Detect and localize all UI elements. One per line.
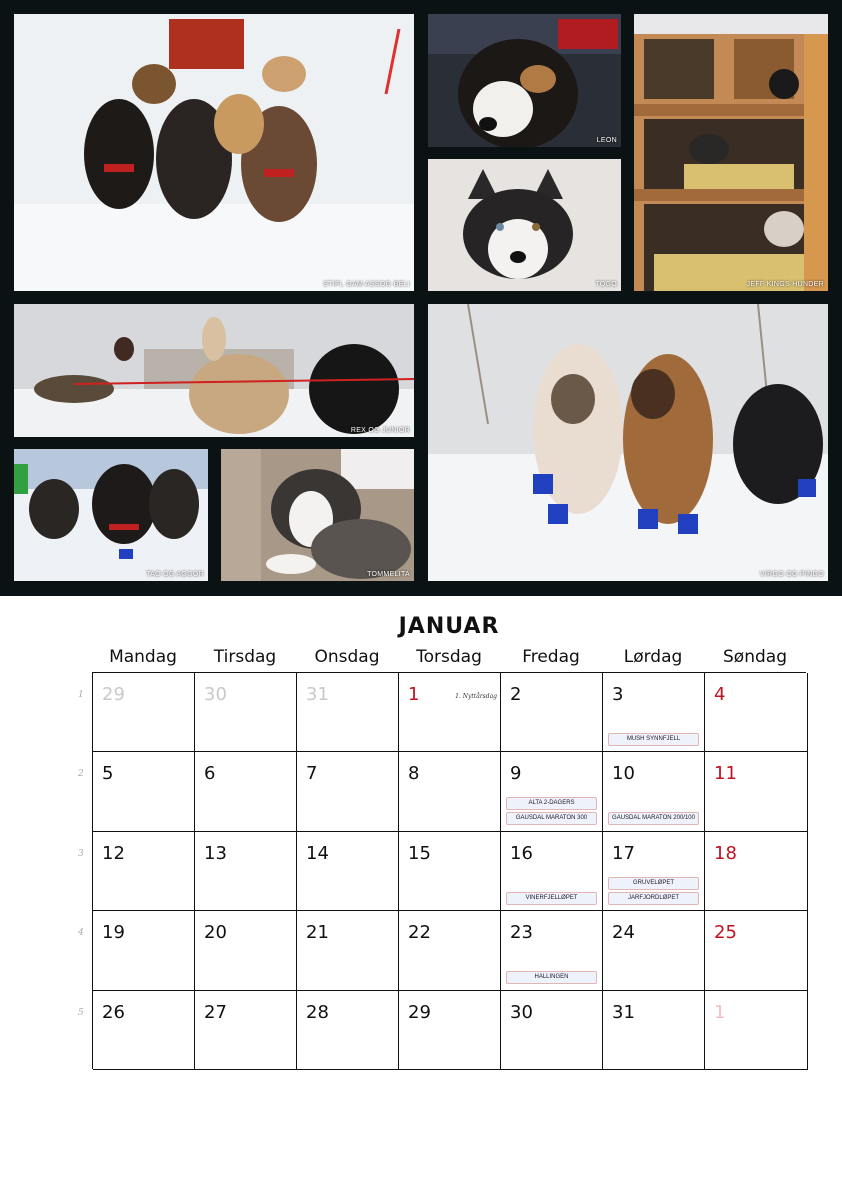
day-cell[interactable] [399, 832, 501, 911]
calendar-grid [92, 672, 806, 1069]
day-cell[interactable] [297, 911, 399, 990]
photo-caption: JEFF KINGS HUNDER [746, 281, 824, 288]
photo-sled-team [14, 14, 414, 291]
day-number: 22 [408, 922, 431, 944]
weekday-header: Torsdag [416, 647, 482, 667]
day-number: 3 [612, 684, 624, 705]
day-number: 2 [510, 684, 522, 705]
photo-togo [428, 159, 621, 291]
day-cell[interactable] [399, 991, 501, 1070]
day-number: 10 [612, 763, 635, 785]
photo-rex-junior [14, 304, 414, 437]
day-number: 19 [102, 922, 125, 944]
day-number: 31 [306, 684, 329, 705]
day-number: 9 [510, 763, 522, 785]
day-number: 16 [510, 842, 533, 864]
day-cell[interactable] [603, 673, 705, 752]
day-cell[interactable] [399, 911, 501, 990]
day-cell[interactable] [603, 752, 705, 831]
week-number: 2 [78, 769, 84, 780]
photo-tommelita [221, 449, 414, 581]
day-cell[interactable] [93, 752, 195, 831]
day-number: 21 [306, 922, 329, 944]
photo-virgo-pingo [428, 304, 828, 581]
day-number: 12 [102, 842, 125, 864]
day-cell[interactable] [399, 673, 501, 752]
day-cell[interactable] [705, 752, 808, 831]
day-cell[interactable] [603, 832, 705, 911]
day-cell[interactable] [603, 991, 705, 1070]
day-cell[interactable] [195, 832, 297, 911]
week-number: 4 [78, 928, 84, 939]
weekday-header: Mandag [109, 647, 177, 667]
day-number: 25 [714, 922, 737, 944]
day-number: 1 [408, 684, 420, 705]
day-number: 14 [306, 842, 329, 864]
day-cell[interactable] [501, 673, 603, 752]
day-cell[interactable] [195, 991, 297, 1070]
event-label[interactable]: GAUSDAL MARATON 200/100 [608, 812, 699, 825]
event-label[interactable]: JARFJORDLØPET [608, 892, 699, 905]
event-label[interactable]: VINERFJELLØPET [506, 892, 597, 905]
weekday-header: Søndag [723, 647, 787, 667]
day-cell[interactable] [399, 752, 501, 831]
day-cell[interactable] [297, 752, 399, 831]
day-cell[interactable] [93, 832, 195, 911]
day-cell[interactable] [195, 752, 297, 831]
day-number: 27 [204, 1001, 227, 1023]
day-cell[interactable] [93, 673, 195, 752]
photo-tao-aggor [14, 449, 208, 581]
day-number: 11 [714, 763, 737, 785]
day-number: 4 [714, 684, 726, 705]
day-cell[interactable] [195, 911, 297, 990]
event-label[interactable]: MUSH SYNNFJELL [608, 733, 699, 746]
day-number: 30 [204, 684, 227, 705]
weekday-header: Fredag [522, 647, 580, 667]
holiday-note: 1. Nyttårsdag [455, 693, 497, 700]
day-number: 26 [102, 1001, 125, 1023]
photo-caption: TOMMELITA [367, 571, 410, 578]
day-cell[interactable] [501, 832, 603, 911]
event-label[interactable]: GRUVELØPET [608, 877, 699, 890]
day-cell[interactable] [93, 991, 195, 1070]
day-cell[interactable] [705, 832, 808, 911]
photo-caption: TOGO [595, 281, 617, 288]
day-number: 20 [204, 922, 227, 944]
week-number: 5 [78, 1007, 84, 1018]
month-title: JANUAR [398, 614, 500, 639]
photo-leon [428, 14, 621, 147]
photo-caption: STIFI, GAM ASSOG BELI [323, 281, 410, 288]
day-number: 13 [204, 842, 227, 864]
day-cell[interactable] [93, 911, 195, 990]
photo-kennel [634, 14, 828, 291]
day-number: 15 [408, 842, 431, 864]
day-number: 6 [204, 763, 216, 785]
day-number: 8 [408, 763, 420, 785]
day-number: 23 [510, 922, 533, 944]
weekday-header: Onsdag [314, 647, 380, 667]
day-number: 18 [714, 842, 737, 864]
photo-caption: TAO OG AGGOR [146, 571, 204, 578]
day-cell[interactable] [297, 832, 399, 911]
day-cell[interactable] [195, 673, 297, 752]
event-label[interactable]: ALTA 2-DAGERS [506, 797, 597, 810]
day-cell[interactable] [297, 991, 399, 1070]
day-cell[interactable] [705, 911, 808, 990]
day-number: 31 [612, 1001, 635, 1023]
photo-caption: VIRGO OG PINGO [759, 571, 824, 578]
day-cell[interactable] [705, 991, 808, 1070]
event-label[interactable]: GAUSDAL MARATON 300 [506, 812, 597, 825]
weekday-header: Tirsdag [213, 647, 277, 667]
week-number: 3 [78, 848, 84, 859]
day-number: 7 [306, 763, 318, 785]
photo-caption: REX OG JUNIOR [350, 427, 410, 434]
photo-caption: LEON [596, 137, 617, 144]
day-cell[interactable] [297, 673, 399, 752]
day-cell[interactable] [705, 673, 808, 752]
day-number: 29 [408, 1001, 431, 1023]
day-cell[interactable] [501, 991, 603, 1070]
day-number: 24 [612, 922, 635, 944]
event-label[interactable]: HALLINGEN [506, 971, 597, 984]
day-number: 28 [306, 1001, 329, 1023]
day-number: 29 [102, 684, 125, 705]
day-cell[interactable] [501, 752, 603, 831]
week-number: 1 [78, 690, 84, 700]
weekday-header: Lørdag [623, 647, 683, 667]
day-number: 17 [612, 842, 635, 864]
day-number: 30 [510, 1001, 533, 1023]
day-cell[interactable] [603, 911, 705, 990]
day-number: 5 [102, 763, 114, 785]
day-number: 1 [714, 1001, 726, 1023]
day-cell[interactable] [501, 911, 603, 990]
